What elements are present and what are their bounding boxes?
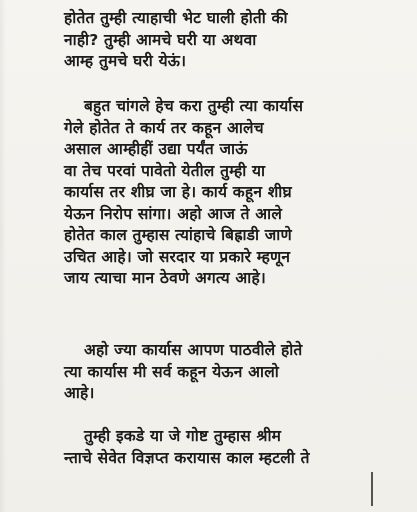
paragraph-1 (64, 8, 364, 73)
paragraph-3 (64, 340, 364, 405)
text-line: त्या कार्यास मी सर्व कहून येऊन आलो (64, 362, 279, 381)
text-line: होतेत तुम्ही त्याहाची भेट घाली होती की (64, 9, 288, 27)
text-line: नाही? तुम्ही आमचे घरी या अथवा (64, 30, 257, 49)
paragraph-2 (64, 96, 364, 290)
text-line: जाय त्याचा मान ठेवणे अगत्य आहे। (64, 269, 266, 287)
text-line: वा तेच परवां पावेतो येतील तुम्ही या (64, 161, 266, 180)
paragraph-4 (64, 426, 364, 469)
text-line: होतेत काल तुम्हास त्यांहाचे बिह्राडी जाणे (64, 226, 292, 244)
text-line: बहुत चांगले हेच करा तुम्ही त्या कार्यास (84, 97, 304, 115)
text-line: कार्यास तर शीघ्र जा हे। कार्य कहून शीघ्र (64, 183, 292, 201)
text-line: आहे। (64, 384, 95, 402)
text-line: आम्ह तुमचे घरी येऊं। (64, 52, 187, 70)
text-line: अहो ज्या कार्यास आपण पाठवीले होते (84, 341, 303, 359)
text-line: असाल आम्हीहीं उद्या पर्यंत जाऊं (64, 140, 248, 158)
page-edge-shadow (0, 0, 6, 512)
text-line: तुम्ही इकडे या जे गोष्ट तुम्हास श्रीम (84, 427, 282, 445)
text-line: न्ताचे सेवेत विज्ञप्त करायास काल म्हटली ते (64, 448, 310, 467)
margin-mark (371, 472, 373, 506)
text-line: गेले होतेत ते कार्य तर कहून आलेच (64, 118, 264, 137)
text-line: येऊन निरोप सांगा। अहो आज ते आले (64, 204, 283, 223)
text-line: उचित आहे। जो सरदार या प्रकारे म्हणून (64, 247, 291, 266)
